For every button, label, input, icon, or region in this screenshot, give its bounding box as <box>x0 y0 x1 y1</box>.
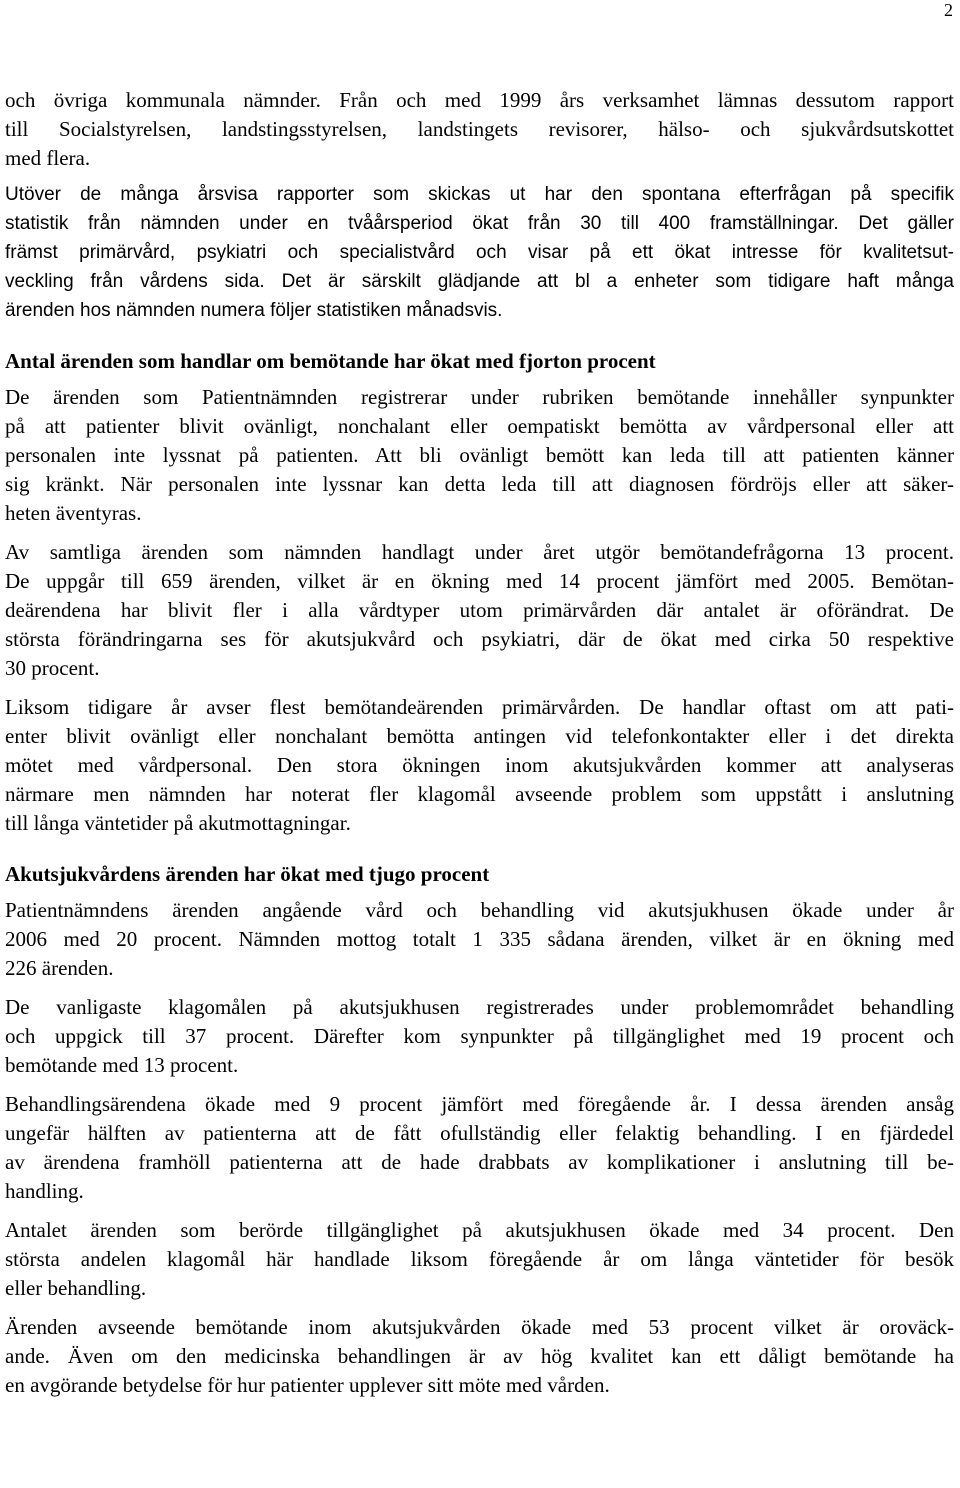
text-line: heten äventyras. <box>5 501 142 525</box>
paragraph-akut-complaints <box>5 993 954 1080</box>
paragraph-bemotande-definition <box>5 383 954 528</box>
text-line: Utöver de många årsvisa rapporter som skickas ut har den spontana efterfrågan på specifik <box>5 184 954 205</box>
text-line: och uppgick till 37 procent. Därefter kom synpunkter på tillgänglighet med 19 procent och <box>5 1024 954 1048</box>
paragraph-statistics-requests <box>5 180 954 325</box>
text-line: ärenden hos nämnden numera följer statistiken månadsvis. <box>5 300 503 321</box>
text-line: främst primärvård, psykiatri och specialistvård och visar på ett ökat intresse för kvalitetsut- <box>5 242 954 263</box>
paragraph-bemotande-share <box>5 538 954 683</box>
text-line: De uppgår till 659 ärenden, vilket är en ökning med 14 procent jämfört med 2005. Bemötan- <box>5 569 954 593</box>
text-line: Patientnämndens ärenden angående vård och behandling vid akutsjukhusen ökade under år <box>5 898 954 922</box>
text-line: största förändringarna ses för akutsjukvård och psykiatri, där de ökat med cirka 50 respektive <box>5 627 954 651</box>
text-line: veckling från vårdens sida. Det är särskilt glädjande att bl a enheter som tidigare haft många <box>5 271 954 292</box>
text-line: ungefär hälften av patienterna att de fått ofullständig eller felaktig behandling. I en fjärdedel <box>5 1121 954 1145</box>
paragraph-akut-bemotande <box>5 1313 954 1400</box>
text-line: 2006 med 20 procent. Nämnden mottog totalt 1 335 sådana ärenden, vilket är en ökning med <box>5 927 954 951</box>
text-line: och övriga kommunala nämnder. Från och med 1999 års verksamhet lämnas dessutom rapport <box>5 88 954 112</box>
text-line: mötet med vårdpersonal. Den stora ökningen inom akutsjukvården kommer att analyseras <box>5 753 954 777</box>
paragraph-akut-accessibility <box>5 1216 954 1303</box>
text-line: Av samtliga ärenden som nämnden handlagt under året utgör bemötandefrågorna 13 procent. <box>5 540 954 564</box>
text-line: till Socialstyrelsen, landstingsstyrelsen, landstingets revisorer, hälso- och sjukvårdsutskottet <box>5 117 954 141</box>
text-line: 30 procent. <box>5 656 100 680</box>
text-line: statistik från nämnden under en tvåårsperiod ökat från 30 till 400 framställningar. Det gäller <box>5 213 954 234</box>
text-line: Liksom tidigare år avser flest bemötandeärenden primärvården. De handlar oftast om att pati- <box>5 695 954 719</box>
text-line: en avgörande betydelse för hur patienter upplever sitt möte med vården. <box>5 1373 610 1397</box>
text-line: enter blivit ovänligt eller nonchalant bemötta antingen vid telefonkontakter eller i det direkta <box>5 724 954 748</box>
text-line: sig kränkt. När personalen inte lyssnar kan detta leda till att diagnosen fördröjs eller att säker- <box>5 472 954 496</box>
page-number: 2 <box>944 0 953 20</box>
text-line: största andelen klagomål här handlade liksom föregående år om långa väntetider för besök <box>5 1247 954 1271</box>
paragraph-primary-care <box>5 693 954 838</box>
text-line: handling. <box>5 1179 84 1203</box>
text-line: De vanligaste klagomålen på akutsjukhusen registrerades under problemområdet behandling <box>5 995 954 1019</box>
text-line: De ärenden som Patientnämnden registrerar under rubriken bemötande innehåller synpunkter <box>5 385 954 409</box>
section-heading-bemotande: Antal ärenden som handlar om bemötande har ökat med fjorton procent <box>5 349 656 373</box>
section-heading-akutsjukvard: Akutsjukvårdens ärenden har ökat med tjugo procent <box>5 862 490 886</box>
text-line: närmare men nämnden har noterat fler klagomål avseende problem som uppstått i anslutning <box>5 782 954 806</box>
text-line: på att patienter blivit ovänligt, nonchalant eller oempatiskt bemötta av vårdpersonal eller att <box>5 414 954 438</box>
text-line: av ärendena framhöll patienterna att de hade drabbats av komplikationer i anslutning till be- <box>5 1150 954 1174</box>
paragraph-akut-total <box>5 896 954 983</box>
text-line: med flera. <box>5 146 91 170</box>
text-line: bemötande med 13 procent. <box>5 1053 239 1077</box>
text-line: ande. Även om den medicinska behandlingen är av hög kvalitet kan ett dåligt bemötande ha <box>5 1344 954 1368</box>
paragraph-reporting <box>5 86 954 173</box>
text-line: Ärenden avseende bemötande inom akutsjukvården ökade med 53 procent vilket är oroväck- <box>5 1315 954 1339</box>
text-line: 226 ärenden. <box>5 956 114 980</box>
document-body <box>5 86 954 1400</box>
paragraph-akut-treatment <box>5 1090 954 1206</box>
text-line: eller behandling. <box>5 1276 147 1300</box>
text-line: Behandlingsärendena ökade med 9 procent jämfört med föregående år. I dessa ärenden ansåg <box>5 1092 954 1116</box>
text-line: personalen inte lyssnat på patienten. Att bli ovänligt bemött kan leda till att patienten känner <box>5 443 954 467</box>
text-line: till långa väntetider på akutmottagningar. <box>5 811 351 835</box>
text-line: Antalet ärenden som berörde tillgänglighet på akutsjukhusen ökade med 34 procent. Den <box>5 1218 954 1242</box>
text-line: deärendena har blivit fler i alla vårdtyper utom primärvården där antalet är oförändrat. De <box>5 598 954 622</box>
